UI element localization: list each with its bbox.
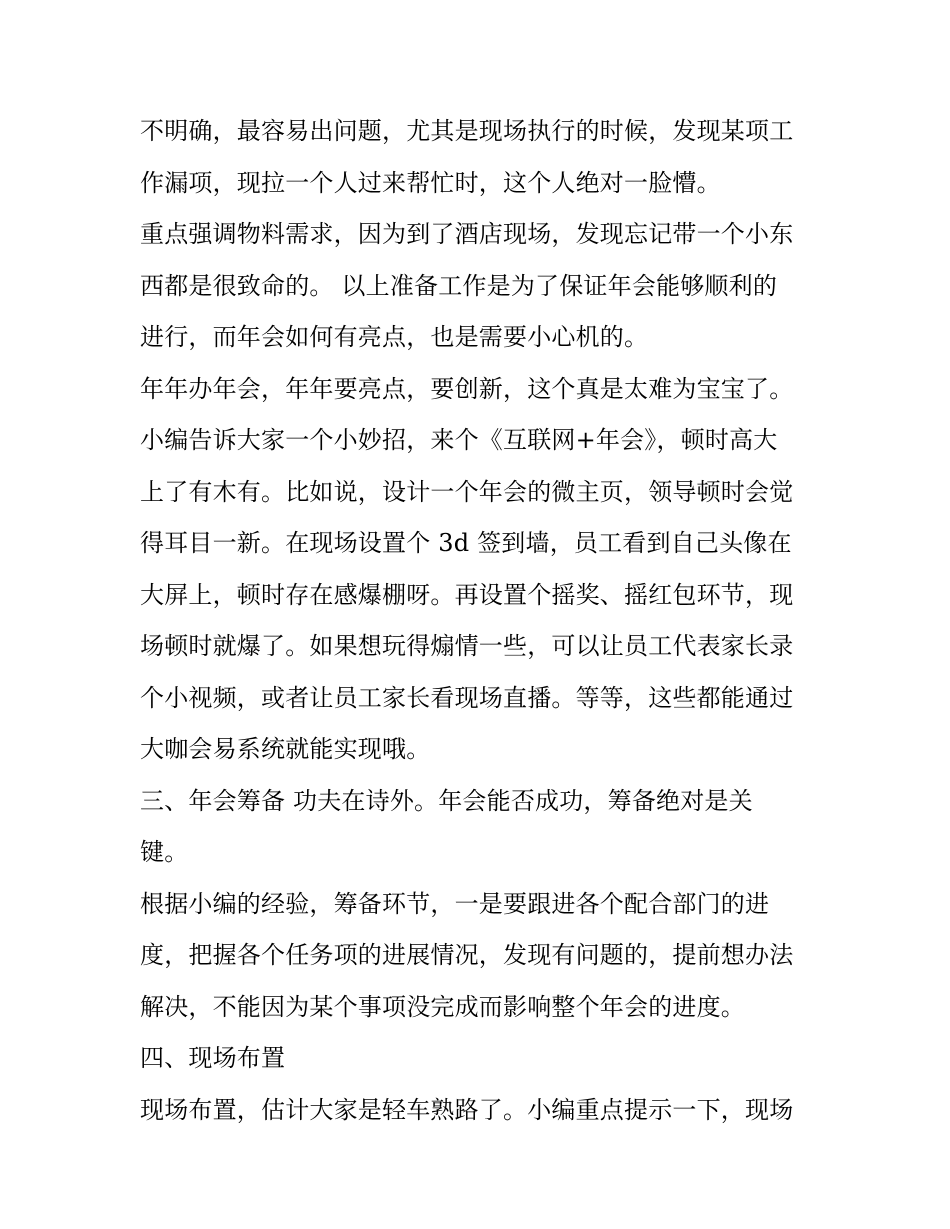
text-line: 大屏上，顿时存在感爆棚呀。再设置个摇奖、摇红包环节，现 bbox=[140, 580, 794, 609]
text-line: 键。 bbox=[140, 838, 189, 866]
text-line: 现场布置，估计大家是轻车熟路了。小编重点提示一下，现场 bbox=[140, 1095, 794, 1124]
section-heading: 三、年会筹备 功夫在诗外。年会能否成功，筹备绝对是关 bbox=[140, 786, 753, 815]
text-line: 进行，而年会如何有亮点，也是需要小心机的。 bbox=[140, 323, 649, 351]
section-heading: 四、现场布置 bbox=[140, 1044, 286, 1072]
text-line: 作漏项，现拉一个人过来帮忙时，这个人绝对一脸懵。 bbox=[140, 168, 721, 197]
text-line: 得耳目一新。在现场设置个 3d 签到墙，员工看到自己头像在 bbox=[140, 529, 792, 557]
text-line: 场顿时就爆了。如果想玩得煽情一些，可以让员工代表家长录 bbox=[140, 632, 794, 660]
text-line: 解决，不能因为某个事项没完成而影响整个年会的进度。 bbox=[140, 992, 745, 1021]
text-line: 个小视频，或者让员工家长看现场直播。等等，这些都能通过 bbox=[140, 683, 794, 712]
text-line: 重点强调物料需求，因为到了酒店现场，发现忘记带一个小东 bbox=[140, 220, 794, 248]
text-line: 上了有木有。比如说，设计一个年会的微主页，领导顿时会觉 bbox=[140, 477, 794, 506]
text-line: 不明确，最容易出问题，尤其是现场执行的时候，发现某项工 bbox=[140, 117, 794, 145]
text-line: 根据小编的经验，筹备环节，一是要跟进各个配合部门的进 bbox=[140, 889, 770, 918]
text-line: 西都是很致命的。 以上准备工作是为了保证年会能够顺利的 bbox=[140, 271, 778, 300]
document-body bbox=[140, 106, 830, 1136]
text-line: 小编告诉大家一个小妙招，来个《互联网+年会》，顿时高大 bbox=[140, 426, 778, 454]
text-line: 大咖会易系统就能实现哦。 bbox=[140, 735, 431, 763]
text-line: 年年办年会，年年要亮点，要创新，这个真是太难为宝宝了。 bbox=[140, 374, 794, 403]
text-line: 度，把握各个任务项的进展情况，发现有问题的，提前想办法 bbox=[140, 941, 794, 969]
